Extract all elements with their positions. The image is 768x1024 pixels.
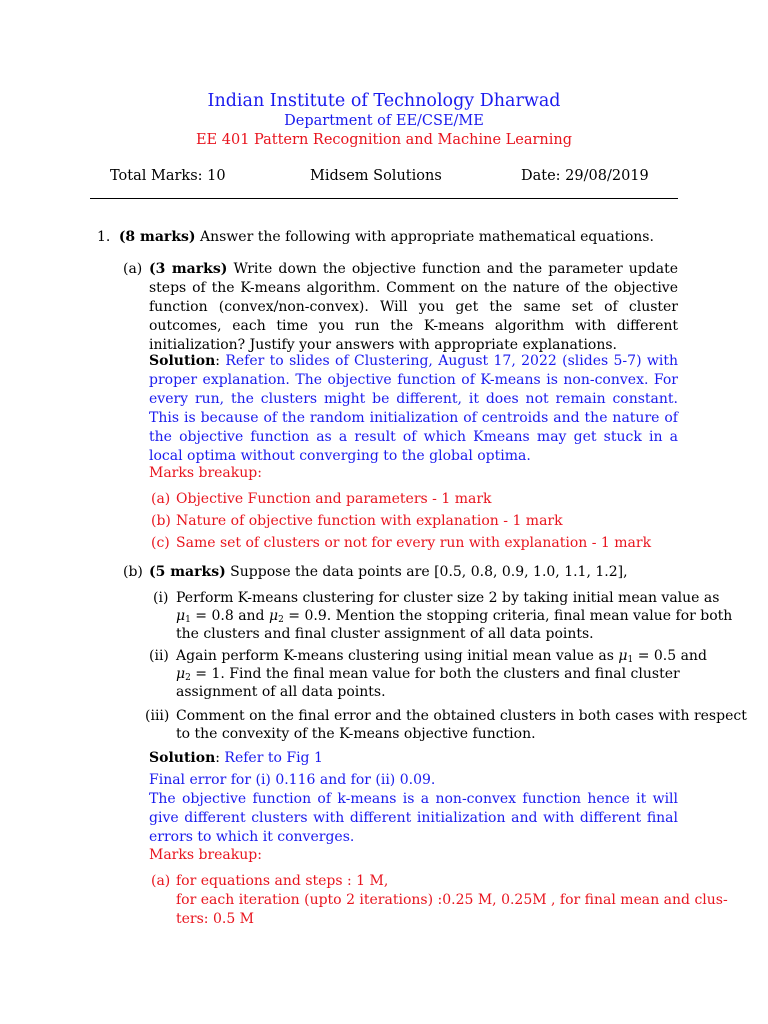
- subitem-text: assignment of all data points.: [176, 684, 386, 700]
- part-a-question: [149, 260, 678, 355]
- subitem-label: (i): [153, 590, 169, 606]
- breakup-item-text: for each iteration (upto 2 iterations) :0.25 M, 0.25M , for final mean and clus-: [176, 892, 728, 908]
- breakup-item-text: for equations and steps : 1 M,: [176, 873, 389, 889]
- part-b-question: [149, 563, 628, 582]
- course-title: EE 401 Pattern Recognition and Machine Learning: [195, 132, 573, 148]
- subitem-text: $\mu_2 = 1$. Find the final mean value for both the clusters and final cluster: [176, 666, 680, 683]
- part-b-label: (b): [123, 564, 143, 580]
- breakup-item-text: Same set of clusters or not for every run with explanation - 1 mark: [176, 535, 652, 551]
- subitem-text: $\mu_1 = 0.8$ and $\mu_2 = 0.9$. Mention the stopping criteria, final mean value for both: [176, 608, 733, 625]
- subitem-label: (iii): [145, 708, 170, 724]
- breakup-item-label: (c): [151, 535, 170, 551]
- total-marks: Total Marks: 10: [110, 168, 226, 184]
- breakup-item-text: Nature of objective function with explanation - 1 mark: [176, 513, 563, 529]
- part-b-breakup-title: Marks breakup:: [149, 847, 262, 863]
- solution-label: Solution: [149, 353, 216, 369]
- subitem-label: (ii): [149, 648, 169, 664]
- breakup-item-label: (a): [151, 873, 171, 889]
- header-rule: [90, 198, 678, 199]
- breakup-item-text: Objective Function and parameters - 1 mark: [176, 491, 492, 507]
- question-text: Answer the following with appropriate mathematical equations.: [199, 229, 654, 245]
- exam-title: Midsem Solutions: [310, 168, 442, 184]
- breakup-item-label: (b): [151, 513, 171, 529]
- subitem-text: to the convexity of the K-means objective function.: [176, 726, 536, 742]
- part-a-solution: Solution: Refer to slides of Clustering, August 17, 2022 (slides 5-7) with proper explanation. The objective function of K-means is non-convex. For every run, the clusters might be different, it does not remain constant. This is because of the random initialization of centroids and the nature of the objective function as a result of which Kmeans may get stuck in a local optima without converging to the global optima.: [149, 353, 678, 464]
- question-number: 1.: [97, 229, 111, 245]
- subitem-text: Perform K-means clustering for cluster size 2 by taking initial mean value as: [176, 590, 720, 606]
- breakup-item-label: (a): [151, 491, 171, 507]
- part-a-marks: (3 marks): [149, 261, 228, 277]
- solution-label: Solution: [149, 750, 216, 766]
- breakup-item-text: ters: 0.5 M: [176, 911, 255, 927]
- part-b-explanation: The objective function of k-means is a non-convex function hence it will give different clusters with different initialization and with different final errors to which it converges.: [149, 791, 678, 845]
- question-1: [97, 228, 654, 247]
- exam-date: Date: 29/08/2019: [521, 168, 649, 184]
- department-title: Department of EE/CSE/ME: [284, 113, 484, 129]
- part-b-solution: Solution: Refer to Fig 1: [149, 750, 323, 766]
- institute-title: Indian Institute of Technology Dharwad: [207, 91, 561, 111]
- solution-figure-ref: Refer to Fig 1: [224, 750, 323, 766]
- subitem-text: the clusters and final cluster assignment of all data points.: [176, 626, 594, 642]
- part-a-solution-text: Refer to slides of Clustering, August 17, 2022 (slides 5-7) with proper explanation. The objective function of K-means is non-convex. For every run, the clusters might be different, it does not remain constant. This is because of the random initialization of centroids and the nature of the objective function as a result of which Kmeans may get stuck in a local optima without converging to the global optima.: [149, 353, 678, 464]
- part-a-label: (a): [123, 261, 143, 277]
- final-error-text: Final error for (i) 0.116 and for (ii) 0.09.: [149, 772, 436, 788]
- part-b-marks: (5 marks): [149, 564, 226, 580]
- part-b-text: Suppose the data points are [0.5, 0.8, 0.9, 1.0, 1.1, 1.2],: [230, 564, 628, 580]
- part-a-breakup-title: Marks breakup:: [149, 465, 262, 481]
- question-marks: (8 marks): [118, 229, 196, 245]
- part-a-text: Write down the objective function and the parameter update steps of the K-means algorithm. Comment on the nature of the objective function (convex/non-convex). Will you get the same set of cluster outcomes, each time you run the K-means algorithm with different initialization? Justify your answers with appropriate explanations.: [149, 261, 678, 353]
- subitem-text: Comment on the final error and the obtained clusters in both cases with respect: [176, 708, 747, 724]
- subitem-text: Again perform K-means clustering using initial mean value as $\mu_1 = 0.5$ and: [176, 648, 707, 665]
